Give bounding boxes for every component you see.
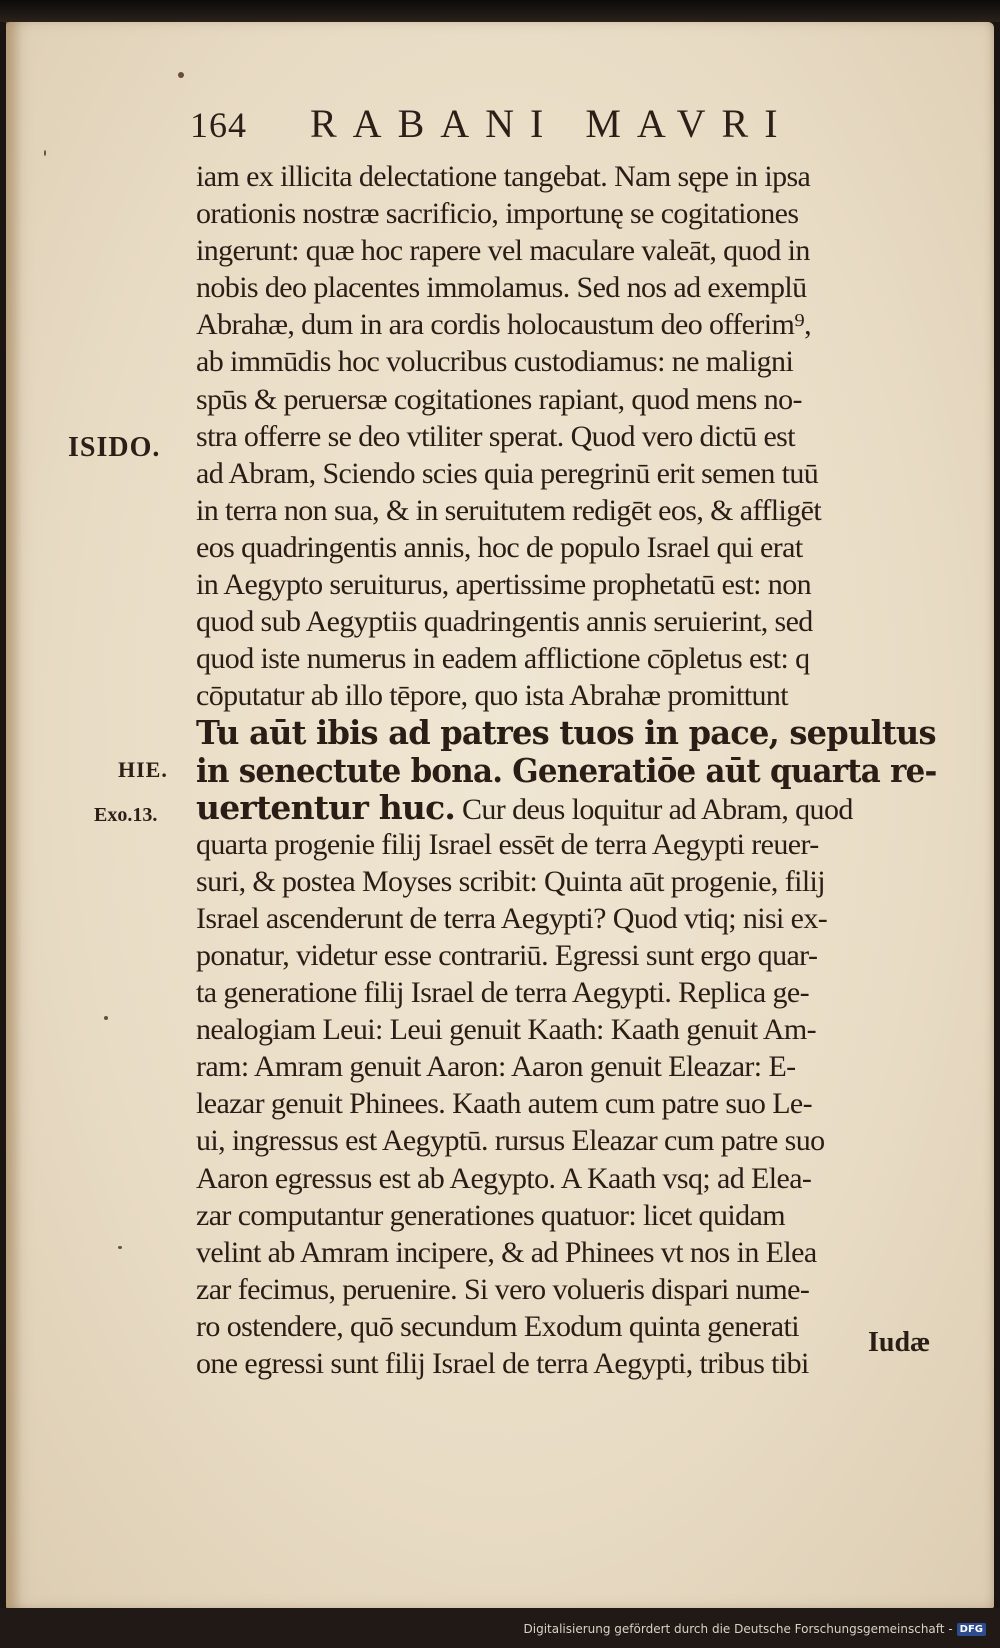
text-line: in Aegypto seruiturus, apertissime prophetatū est: non: [196, 568, 811, 602]
footer-text: Digitalisierung gefördert durch die Deutsche Forschungsgemeinschaft -: [523, 1622, 953, 1636]
text-line: zar fecimus, peruenire. Si vero volueris dispari nume-: [196, 1272, 810, 1306]
text-line: leazar genuit Phinees. Kaath autem cum patre suo Le-: [196, 1087, 813, 1121]
text-line: Aaron egressus est ab Aegypto. A Kaath vsq; ad Elea-: [196, 1161, 812, 1195]
text-line: in terra non sua, & in seruitutem redigēt eos, & affligēt: [196, 493, 822, 527]
blackletter-line: Tu aūt ibis ad patres tuos in pace, sepultus: [196, 713, 936, 753]
body-text: [196, 158, 936, 1382]
text-line: iam ex illicita delectatione tangebat. Nam sępe in ipsa: [196, 160, 811, 193]
running-title: RABANI MAVRI: [310, 101, 794, 146]
blackletter-fragment: uertentur huc.: [196, 787, 456, 827]
text-line: zar computantur generationes quatuor: licet quidam: [196, 1198, 785, 1232]
running-head: [190, 100, 840, 150]
text-line: ram: Amram genuit Aaron: Aaron genuit Eleazar: E-: [196, 1050, 796, 1084]
text-line: ui, ingressus est Aegyptū. rursus Eleazar cum patre suo: [196, 1124, 825, 1158]
text-line: cōputatur ab illo tēpore, quo ista Abrahæ promittunt: [196, 679, 789, 713]
ink-speck: [118, 1246, 122, 1249]
text-line: eos quadringentis annis, hoc de populo Israel qui erat: [196, 530, 803, 564]
mixed-line: [196, 789, 936, 826]
text-line: quod sub Aegyptiis quadringentis annis seruierint, sed: [196, 605, 813, 639]
text-line: ad Abram, Sciendo scies quia peregrinū erit semen tuū: [196, 456, 819, 490]
text-line: Abrahæ, dum in ara cordis holocaustum deo offerim⁹,: [196, 308, 811, 342]
page-number: 164: [190, 105, 247, 145]
roman-fragment: Cur deus loquitur ad Abram, quod: [455, 792, 853, 826]
text-line: velint ab Amram incipere, & ad Phinees vt nos in Elea: [196, 1235, 817, 1269]
text-line: ingerunt: quæ hoc rapere vel maculare valeāt, quod in: [196, 234, 810, 268]
page-gutter-shadow: [6, 22, 22, 1608]
text-line: stra offerre se deo vtiliter sperat. Quod vero dictū est: [196, 419, 795, 453]
text-line: quod iste numerus in eadem afflictione cōpletus est: q: [196, 642, 810, 676]
ink-speck: [44, 150, 46, 156]
digitization-footer: [524, 1622, 987, 1636]
text-line: nealogiam Leui: Leui genuit Kaath: Kaath genuit Am-: [196, 1013, 817, 1047]
margin-note-hie: HIE.: [118, 757, 168, 782]
text-line: ro ostendere, quō secundum Exodum quinta generati: [196, 1309, 799, 1343]
text-line: suri, & postea Moyses scribit: Quinta aūt progenie, filij: [196, 864, 826, 898]
text-line: spūs & peruersæ cogitationes rapiant, quod mens no-: [196, 382, 802, 416]
text-line: one egressi sunt filij Israel de terra Aegypti, tribus tibi: [196, 1347, 809, 1380]
catchword: Iudæ: [868, 1327, 931, 1358]
dfg-logo[interactable]: DFG: [957, 1623, 986, 1636]
text-line: ponatur, videtur esse contrariū. Egressi sunt ergo quar-: [196, 938, 818, 972]
blackletter-line: in senectute bona. Generatiōe aūt quarta re-: [196, 750, 937, 790]
scan-background-top: [0, 0, 1000, 22]
text-line: ab immūdis hoc volucribus custodiamus: ne maligni: [196, 345, 794, 379]
text-line: quarta progenie filij Israel essēt de terra Aegypti reuer-: [196, 827, 819, 861]
text-line: Israel ascenderunt de terra Aegypti? Quod vtiq; nisi ex-: [196, 901, 828, 935]
margin-note-isido: ISIDO.: [68, 432, 161, 463]
text-line: nobis deo placentes immolamus. Sed nos ad exemplū: [196, 271, 807, 305]
text-line: orationis nostræ sacrificio, importunę se cogitationes: [196, 197, 799, 231]
ink-speck: [104, 1016, 108, 1020]
text-line: ta generatione filij Israel de terra Aegypti. Replica ge-: [196, 976, 810, 1010]
margin-note-exodus: Exo.13.: [94, 804, 158, 826]
ink-speck: [178, 72, 184, 78]
